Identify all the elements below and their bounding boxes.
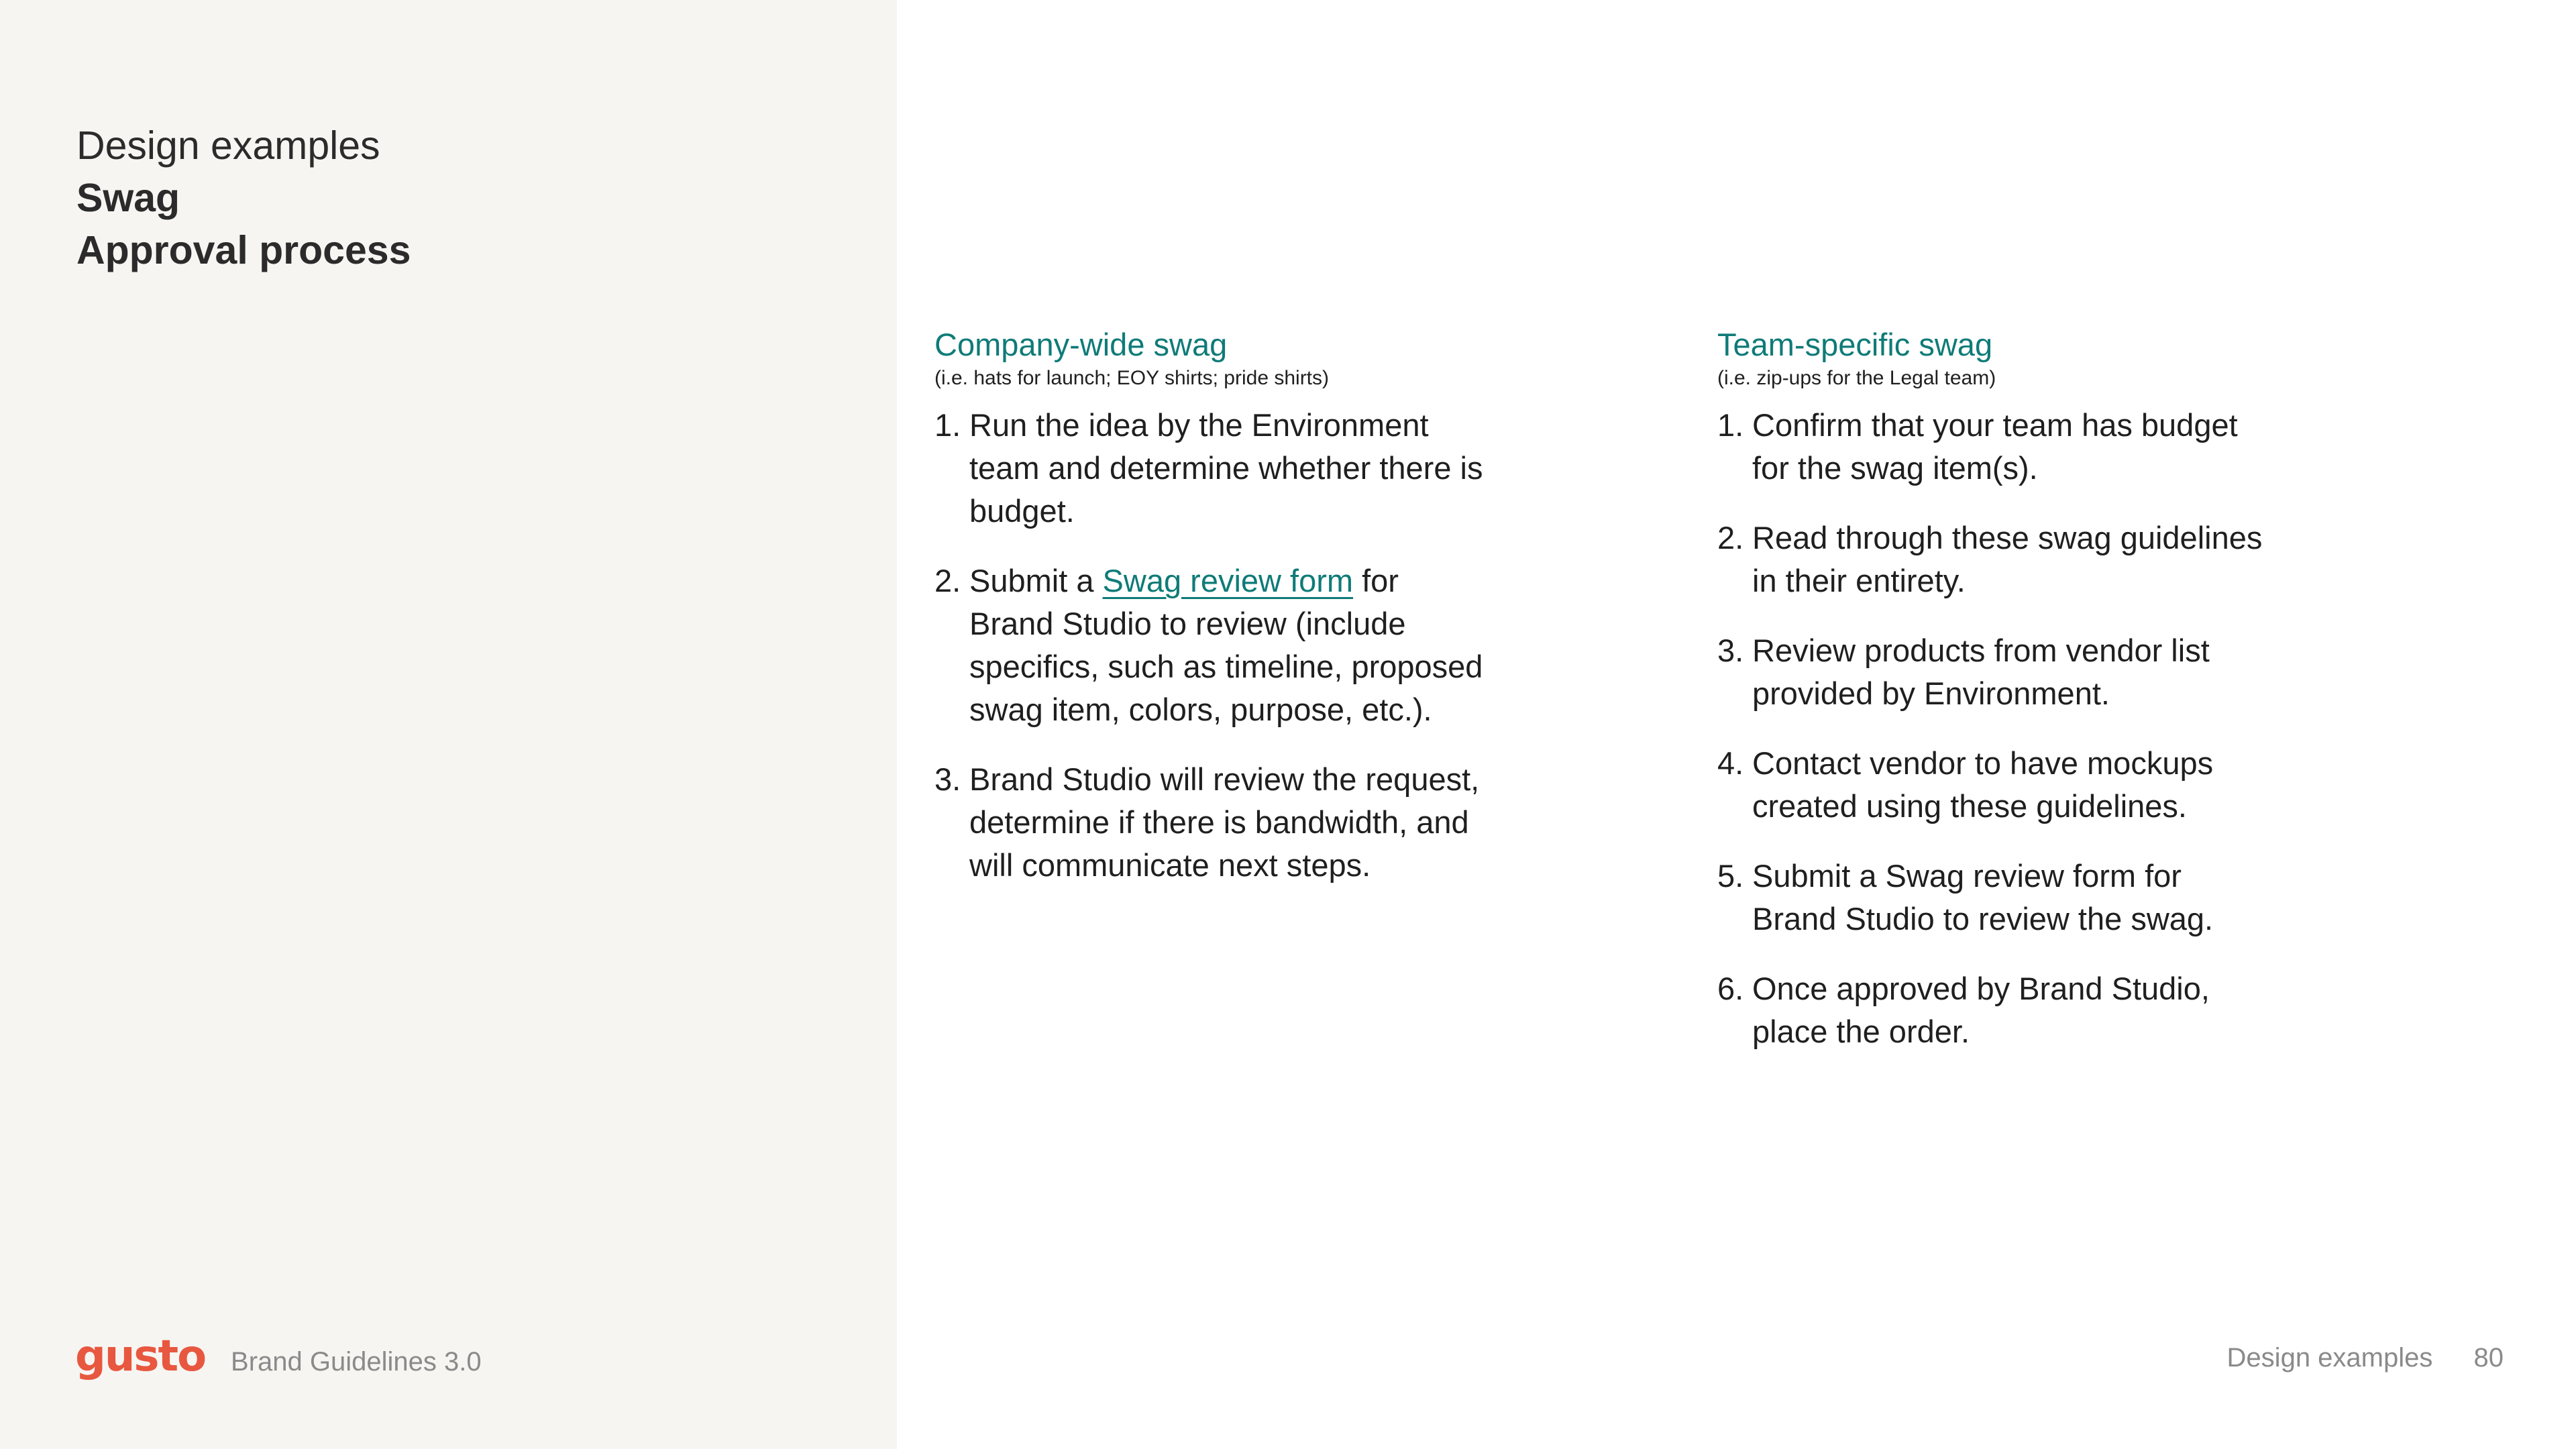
list-item bbox=[1717, 855, 2294, 941]
list-item bbox=[934, 404, 1511, 533]
step-number: 6. bbox=[1717, 971, 1744, 1006]
team-specific-column bbox=[1717, 325, 2294, 1080]
step-number: 1. bbox=[934, 407, 961, 443]
company-wide-column bbox=[934, 325, 1511, 914]
company-wide-title: Company-wide swag bbox=[934, 327, 1228, 362]
team-specific-title: Team-specific swag bbox=[1717, 327, 1993, 362]
company-wide-steps bbox=[934, 404, 1511, 887]
step-text-after: for Brand Studio to review (include specifics, such as timeline, proposed swag item, colors, purpose, etc.). bbox=[969, 563, 1483, 727]
list-item bbox=[934, 559, 1511, 731]
step-number: 3. bbox=[1717, 633, 1744, 668]
step-text: Contact vendor to have mockups created using these guidelines. bbox=[1752, 745, 2214, 824]
step-number: 3. bbox=[934, 761, 961, 797]
footer-right bbox=[2227, 1343, 2504, 1373]
swag-review-form-link[interactable]: Swag review form bbox=[1102, 563, 1354, 598]
list-item bbox=[934, 758, 1511, 887]
team-specific-subtitle: (i.e. zip-ups for the Legal team) bbox=[1717, 367, 1996, 389]
footer-section-label: Design examples bbox=[2226, 1343, 2433, 1373]
list-item bbox=[1717, 404, 2294, 490]
step-text: Review products from vendor list provided by Environment. bbox=[1752, 633, 2210, 711]
step-text: Run the idea by the Environment team and determine whether there is budget. bbox=[969, 407, 1483, 529]
heading-subtopic: Approval process bbox=[76, 228, 411, 272]
step-number: 4. bbox=[1717, 745, 1744, 781]
list-item bbox=[1717, 517, 2294, 602]
step-number: 2. bbox=[1717, 520, 1744, 555]
step-text: Confirm that your team has budget for the swag item(s). bbox=[1752, 407, 2238, 486]
list-item bbox=[1717, 967, 2294, 1053]
step-number: 2. bbox=[934, 563, 961, 598]
heading-section: Design examples bbox=[76, 123, 380, 168]
footer-left bbox=[75, 1332, 482, 1381]
page-number: 80 bbox=[2473, 1343, 2504, 1373]
list-item bbox=[1717, 742, 2294, 828]
step-text bbox=[969, 559, 1486, 731]
step-text: Brand Studio will review the request, determine if there is bandwidth, and will communicate next steps. bbox=[969, 761, 1480, 883]
section-heading bbox=[76, 119, 411, 276]
left-panel bbox=[0, 0, 897, 1449]
step-text: Once approved by Brand Studio, place the order. bbox=[1752, 971, 2210, 1049]
heading-topic: Swag bbox=[76, 176, 180, 220]
step-text-before: Submit a bbox=[969, 563, 1103, 598]
step-text: Read through these swag guidelines in their entirety. bbox=[1752, 520, 2263, 598]
team-specific-steps bbox=[1717, 404, 2294, 1053]
list-item bbox=[1717, 629, 2294, 715]
step-number: 1. bbox=[1717, 407, 1744, 443]
footer-caption: Brand Guidelines 3.0 bbox=[231, 1347, 482, 1377]
gusto-logo: gusto bbox=[75, 1332, 206, 1381]
step-text: Submit a Swag review form for Brand Studio to review the swag. bbox=[1752, 858, 2214, 936]
company-wide-subtitle: (i.e. hats for launch; EOY shirts; pride shirts) bbox=[934, 367, 1330, 389]
step-number: 5. bbox=[1717, 858, 1744, 894]
